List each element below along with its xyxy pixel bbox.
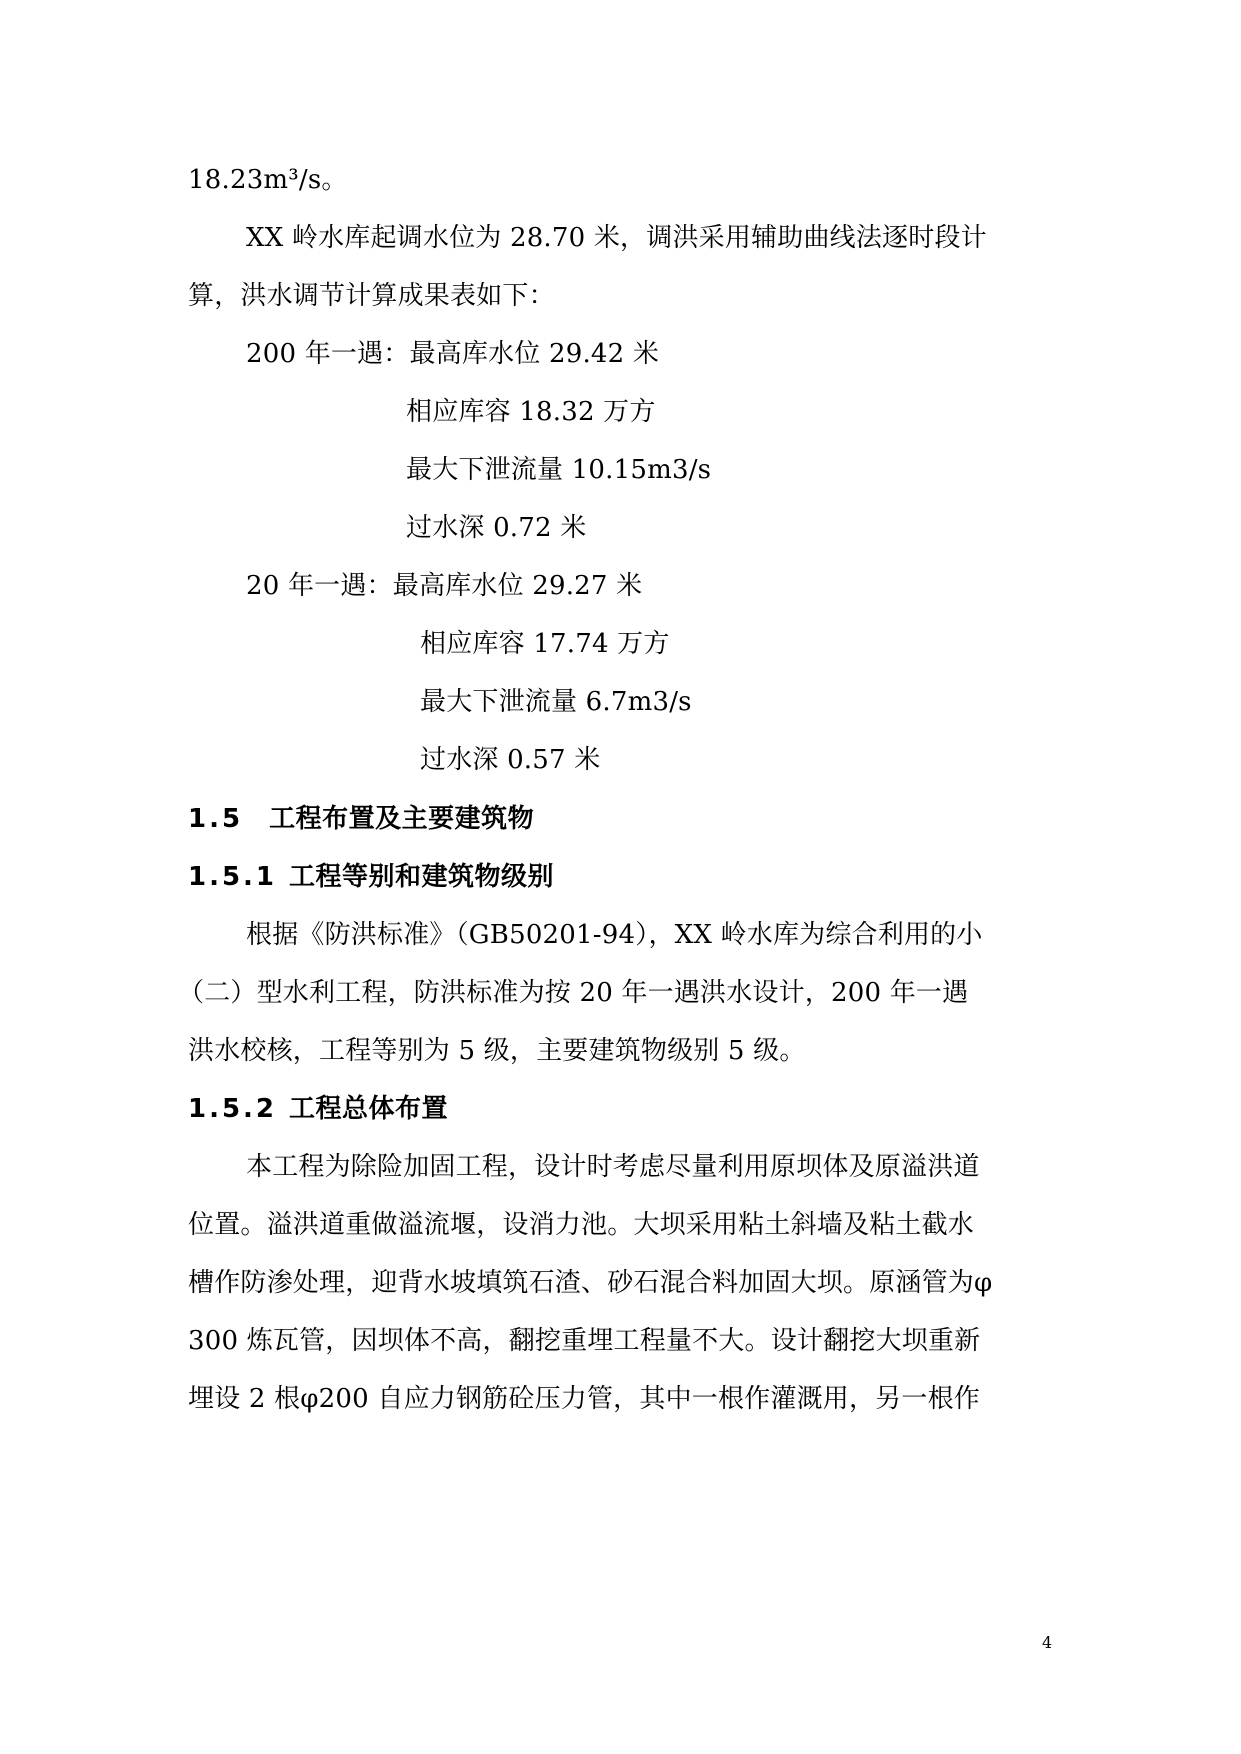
standard-paragraph-line-1: 根据《防洪标准》（GB50201-94），XX 岭水库为综合利用的小 <box>246 920 983 950</box>
section-heading-1-5-2 <box>188 1093 448 1125</box>
layout-paragraph-line-2: 位置。溢洪道重做溢流堰，设消力池。大坝采用粘土斜墙及粘土截水 <box>188 1210 975 1240</box>
flood-200-discharge: 最大下泄流量 10.15m3/s <box>406 455 712 485</box>
section-number: 1.5.2 <box>188 1094 278 1124</box>
page-number: 4 <box>1042 1633 1053 1652</box>
flood-200-depth: 过水深 0.72 米 <box>406 513 587 543</box>
flood-20-depth: 过水深 0.57 米 <box>420 745 601 775</box>
standard-paragraph-line-3: 洪水校核，工程等别为 5 级，主要建筑物级别 5 级。 <box>188 1036 806 1066</box>
section-heading-1-5 <box>188 803 534 835</box>
layout-paragraph-line-1: 本工程为除险加固工程，设计时考虑尽量利用原坝体及原溢洪道 <box>246 1152 980 1182</box>
section-number: 1.5 <box>188 804 244 834</box>
layout-paragraph-line-4: 300 炼瓦管，因坝体不高，翻挖重埋工程量不大。设计翻挖大坝重新 <box>188 1326 981 1356</box>
section-title: 工程总体布置 <box>289 1094 449 1124</box>
flood-20-water-level: 20 年一遇：最高库水位 29.27 米 <box>246 571 643 601</box>
intro-line: 18.23m³/s。 <box>188 165 348 195</box>
section-number: 1.5.1 <box>188 862 278 892</box>
flood-200-water-level: 200 年一遇：最高库水位 29.42 米 <box>246 339 660 369</box>
flood-20-discharge: 最大下泄流量 6.7m3/s <box>420 687 692 717</box>
routing-paragraph-line-2: 算，洪水调节计算成果表如下： <box>188 281 555 311</box>
section-heading-1-5-1 <box>188 861 554 893</box>
flood-20-storage: 相应库容 17.74 万方 <box>420 629 670 659</box>
routing-paragraph-line-1: XX 岭水库起调水位为 28.70 米，调洪采用辅助曲线法逐时段计 <box>246 223 987 253</box>
layout-paragraph-line-3: 槽作防渗处理，迎背水坡填筑石渣、砂石混合料加固大坝。原涵管为φ <box>188 1268 993 1298</box>
section-title: 工程等别和建筑物级别 <box>289 862 555 892</box>
layout-paragraph-line-5: 埋设 2 根φ200 自应力钢筋砼压力管，其中一根作灌溉用，另一根作 <box>188 1384 980 1414</box>
standard-paragraph-line-2: （二）型水利工程，防洪标准为按 20 年一遇洪水设计，200 年一遇 <box>178 978 969 1008</box>
section-title: 工程布置及主要建筑物 <box>269 804 535 834</box>
flood-200-storage: 相应库容 18.32 万方 <box>406 397 656 427</box>
